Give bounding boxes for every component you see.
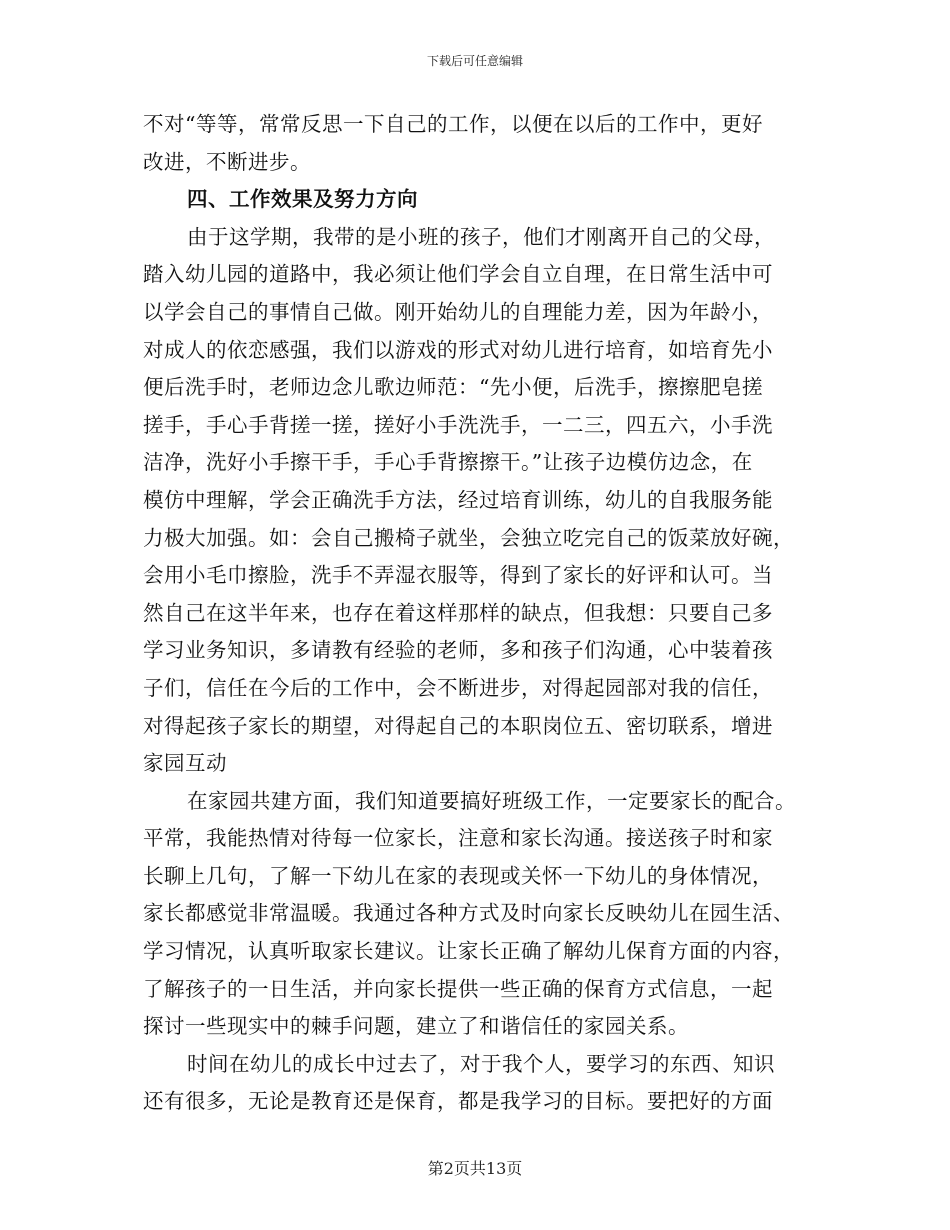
text-line: 学习情况，认真听取家长建议。让家长正确了解幼儿保育方面的内容， (143, 939, 794, 964)
text-line: 平常，我能热情对待每一位家长，注意和家长沟通。接送孩子时和家 (143, 826, 773, 851)
text-line: 学习业务知识，多请教有经验的老师，多和孩子们沟通，心中装着孩 (143, 638, 773, 663)
text-line: 模仿中理解，学会正确洗手方法，经过培育训练，幼儿的自我服务能 (143, 487, 773, 512)
text-line: 以学会自己的事情自己做。刚开始幼儿的自理能力差，因为年龄小， (143, 299, 773, 324)
text-line: 家园互动 (143, 751, 227, 776)
text-line: 会用小毛巾擦脸，洗手不弄湿衣服等，得到了家长的好评和认可。当 (143, 563, 773, 588)
text-line: 对成人的依恋感强，我们以游戏的形式对幼儿进行培育，如培育先小 (143, 337, 773, 362)
text-line: 家长都感觉非常温暖。我通过各种方式及时向家长反映幼儿在园生活、 (143, 901, 794, 926)
text-line: 便后洗手时，老师边念儿歌边师范：“先小便，后洗手，擦擦肥皂搓 (143, 375, 763, 400)
text-line: 搓手，手心手背搓一搓，搓好小手洗洗手，一二三，四五六，小手洗 (143, 412, 773, 437)
text-line: 长聊上几句，了解一下幼儿在家的表现或关怀一下幼儿的身体情况， (143, 863, 773, 888)
text-line: 时间在幼儿的成长中过去了，对于我个人，要学习的东西、知识 (187, 1051, 775, 1076)
text-line: 力极大加强。如：会自己搬椅子就坐，会独立吃完自己的饭菜放好碗， (143, 525, 794, 550)
text-line: 还有很多，无论是教育还是保育，都是我学习的目标。要把好的方面 (143, 1089, 773, 1114)
text-line: 了解孩子的一日生活，并向家长提供一些正确的保育方式信息，一起 (143, 976, 773, 1001)
text-line: 对得起孩子家长的期望，对得起自己的本职岗位五、密切联系，增进 (143, 713, 773, 738)
text-line: 由于这学期，我带的是小班的孩子，他们才刚离开自己的父母， (187, 224, 775, 249)
text-line: 探讨一些现实中的棘手问题，建立了和谐信任的家园关系。 (143, 1014, 689, 1039)
text-line: 然自己在这半年来，也存在着这样那样的缺点，但我想：只要自己多 (143, 600, 773, 625)
text-line: 在家园共建方面，我们知道要搞好班级工作，一定要家长的配合。 (187, 788, 796, 813)
page-header: 下载后可任意编辑 (426, 54, 523, 68)
text-line: 改进，不断进步。 (143, 149, 311, 174)
section-heading: 四、工作效果及努力方向 (187, 187, 418, 212)
text-line: 子们，信任在今后的工作中，会不断进步，对得起园部对我的信任， (143, 675, 773, 700)
text-line: 洁净，洗好小手擦干手，手心手背擦擦干。”让孩子边模仿边念，在 (143, 450, 753, 475)
page-footer: 第2页共13页 (427, 1159, 523, 1178)
document-body (143, 106, 803, 1121)
text-line: 不对“等等，常常反思一下自己的工作，以便在以后的工作中，更好 (143, 112, 763, 136)
text-line: 踏入幼儿园的道路中，我必须让他们学会自立自理，在日常生活中可 (143, 262, 773, 287)
